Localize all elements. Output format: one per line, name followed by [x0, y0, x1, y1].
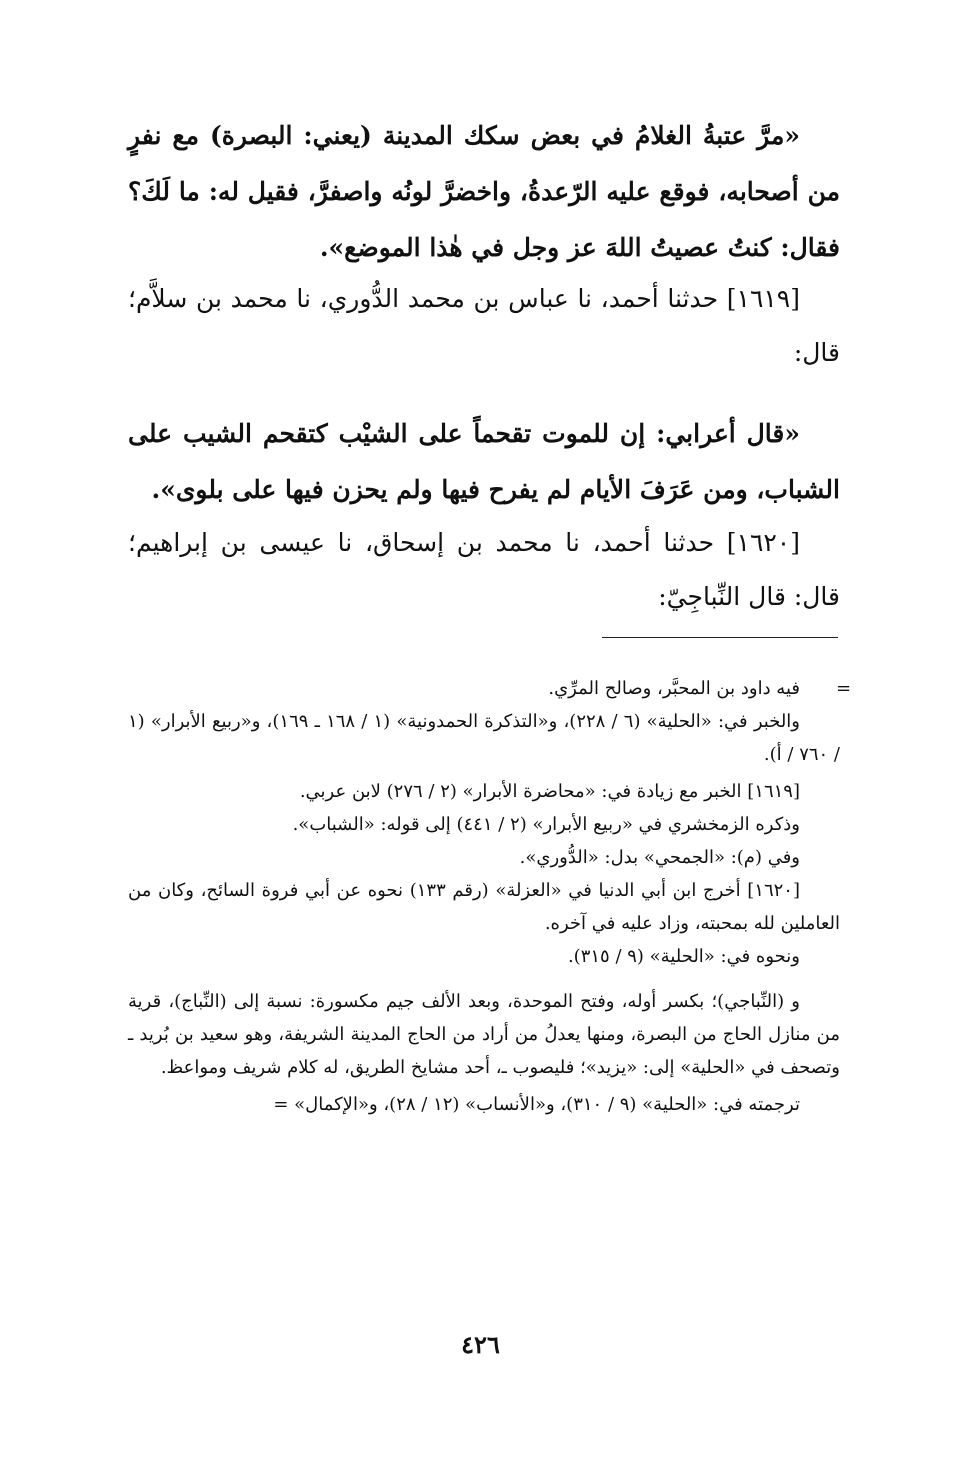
footnote-1620: [١٦٢٠] أخرج ابن أبي الدنيا في «العزلة» (رقم ١٣٣) نحوه عن أبي فروة السائح، وكان من العاملين لله بمحبته، وزاد عليه في آخره.	[128, 880, 840, 934]
narration-1619: [١٦١٩] حدثنا أحمد، نا عباس بن محمد الدُّوري، نا محمد بن سلاَّم؛ قال:	[128, 284, 840, 367]
quote-utbah-al-ghulam: «مرَّ عتبةُ الغلامُ في بعض سكك المدينة (يعني: البصرة) مع نفرٍ من أصحابه، فوقع عليه الرّعدةُ، واخضرَّ لونُه واصفرَّ، فقيل له: ما لَكَ؟ فقال: كنتُ عصيتُ اللهَ عز وجل في هٰذا الموضع».	[128, 121, 840, 262]
footnote-continuation-mark: =	[836, 678, 852, 699]
footnote-nibaji: و (النِّباجي)؛ بكسر أوله، وفتح الموحدة، وبعد الألف جيم مكسورة: نسبة إلى (النِّباج)، قرية من منازل الحاج من البصرة، ومنها يعدلُ من أراد من الحاج المدينة الشريفة، وهو سعيد بن بُريد ـ وتصحف في «الحلية» إلى: «يزيد»؛ فليصوب ـ، أحد مشايخ الطريق، له كلام شريف ومواعظ.	[128, 991, 840, 1078]
footnote-line: وفي (م): «الجمحي» بدل: «الدُّوري».	[519, 847, 800, 868]
footnote-1619: [١٦١٩] الخبر مع زيادة في: «محاضرة الأبرار» (٢ / ٢٧٦) لابن عربي.	[299, 781, 800, 802]
footnotes-section	[128, 672, 840, 1121]
narration-1620: [١٦٢٠] حدثنا أحمد، نا محمد بن إسحاق، نا عيسى بن إبراهيم؛ قال: قال النِّباجِيّ:	[128, 528, 840, 611]
footnote-line: والخبر في: «الحلية» (٦ / ٢٢٨)، و«التذكرة الحمدونية» (١ / ١٦٨ ـ ١٦٩)، و«ربيع الأبرار» (١ / ٧٦٠ / أ).	[128, 711, 840, 765]
footnote-line: وذكره الزمخشري في «ربيع الأبرار» (٢ / ٤٤١) إلى قوله: «الشباب».	[292, 814, 800, 835]
footnote-line: ترجمته في: «الحلية» (٩ / ٣١٠)، و«الأنساب» (١٢ / ٢٨)، و«الإكمال» =	[273, 1094, 800, 1115]
footnote-line: فيه داود بن المحبَّر، وصالح المرِّي.	[548, 678, 800, 699]
footnote-separator	[602, 637, 838, 638]
quote-bedouin: «قال أعرابي: إن للموت تقحماً على الشيْب كتقحم الشيب على الشباب، ومن عَرَفَ الأيام لم يفرح فيها ولم يحزن فيها على بلوى».	[128, 419, 840, 504]
page-number: ٤٢٦	[461, 1330, 500, 1359]
footnote-line: ونحوه في: «الحلية» (٩ / ٣١٥).	[567, 946, 800, 967]
